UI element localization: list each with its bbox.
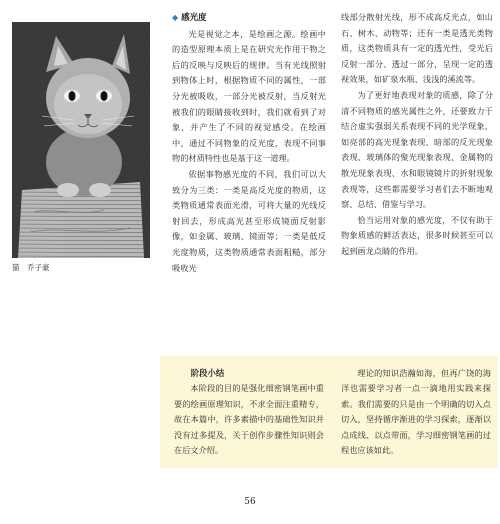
section-heading-text: 感光度 [181, 13, 207, 23]
paragraph: 光是视觉之本，是绘画之源。绘画中的造型原理本质上是在研究光作用于物之后的反映与反映后的规律。当有光线照射到物体上时，根据物质不同的属性，一部分光被吸收，一部分光被反射，当反射光被我们的眼睛接收到时，我们就看到了对象，并产生了不同的视觉感受。在绘画中，通过不同物象的反光度，表现不同事物的材质特性也是基于这一道理。 [172, 28, 326, 164]
stage-summary-box [160, 356, 498, 468]
diamond-bullet-icon: ◆ [172, 12, 179, 22]
text-column-2 [341, 10, 493, 260]
paragraph: 为了更好地表现对象的质感，除了分清不同物质的感光属性之外，还要致力于结合虚实强弱关系表现不同的光学现象，如亮部的高光现象表现、暗部的反光现象表现、玻璃体的聚光现象表现、金属物的散光现象表现、水和眼镜镜片的折射现象表现等，这些都需要学习者们去不断地观察、总结、借鉴与学习。 [341, 89, 493, 210]
summary-right-text: 理论的知识浩瀚如海，但再广饶的海洋也需要学习者一点一滴地用实践来探索。我们需要的只是由一个明确的切入点切入，坚持循序渐进的学习探索，逐渐以点成线、以点带面，学习细密钢笔画的过程也应该如此。 [341, 368, 491, 456]
cat-illustration [12, 22, 150, 258]
section-heading [172, 10, 326, 27]
summary-left-text: 本阶段的目的是强化细密钢笔画中重要的绘画原理知识，不求全面注重精专，故在本篇中，许多素描中的基础性知识并没有过多提及，关于创作步骤性知识则会在后文介绍。 [174, 383, 324, 456]
summary-title: 阶段小结 [190, 368, 225, 378]
paragraph: 恰当运用对象的感光度，不仅有助于物象质感的鲜活表达，很多时候甚至可以起到画龙点睛的作用。 [341, 214, 493, 256]
paragraph: 依据事物感光度的不同，我们可以大致分为三类：一类是高反光度的物质，这类物质通常表面光滑，可将大量的光线反射回去，形成高光甚至形成镜面反射影像，如金属、玻璃、镜面等；一类是低反光度物质，这类物质通常表面粗糙，部分吸收光 [172, 168, 326, 273]
cat-drawing [12, 22, 150, 258]
paragraph: 线部分散射光线，形不成高反光点，如山石、树木、动物等；还有一类是透光类物质，这类物质具有一定的透光性，受光后反射一部分、透过一部分，呈现一定的透视效果，如矿泉水瓶、浅浅的溪流等。 [341, 12, 493, 85]
summary-left-column [174, 366, 324, 458]
page-number: 56 [244, 497, 256, 507]
figure-caption: 猫 乔子豪 [12, 263, 50, 272]
text-column-1 [172, 10, 326, 276]
summary-right-column [341, 366, 491, 458]
